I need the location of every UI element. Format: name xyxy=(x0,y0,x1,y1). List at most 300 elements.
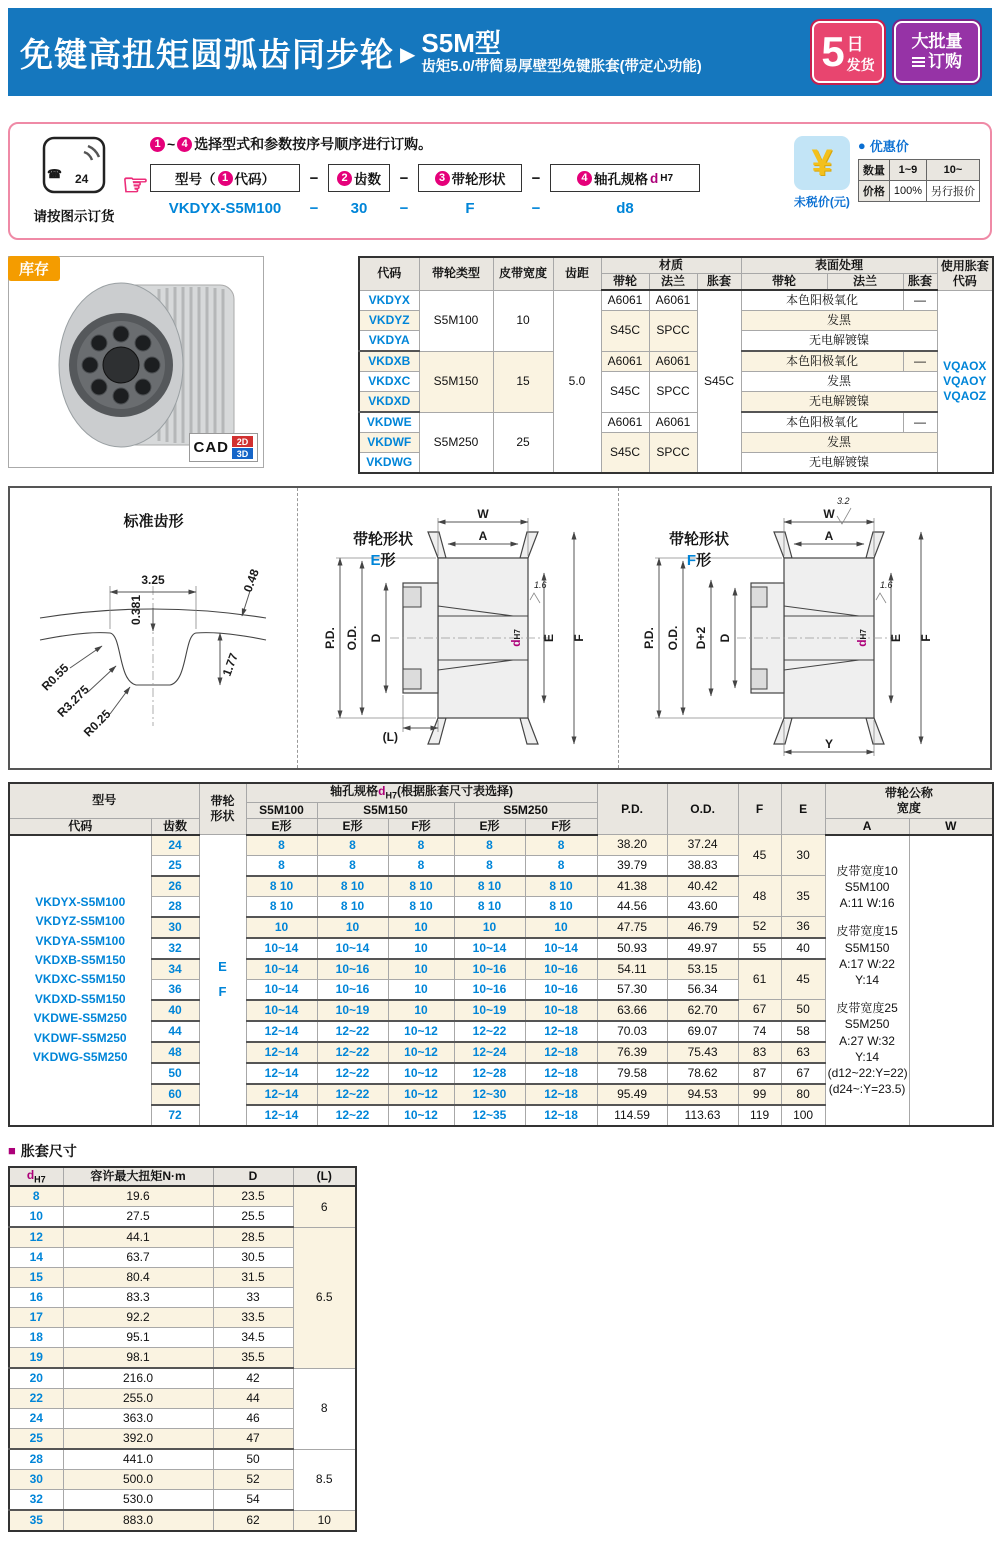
header-cell: 胀套 xyxy=(903,274,937,291)
data-cell: 10~16 xyxy=(317,979,388,1000)
data-cell: 35 xyxy=(781,876,825,917)
header-cell: 带轮类型 xyxy=(419,257,493,290)
data-cell: 本色阳极氧化 xyxy=(741,290,903,311)
pointing-hand-icon: ☞ xyxy=(122,169,149,202)
header-cell: 法兰 xyxy=(827,274,903,291)
stock-panel xyxy=(8,256,264,468)
data-cell: 40 xyxy=(151,1000,199,1021)
header-cell: 齿数 xyxy=(151,818,199,835)
data-cell: 27.5 xyxy=(63,1207,213,1228)
qty-range-2: 10~ xyxy=(927,160,980,181)
data-cell: 216.0 xyxy=(63,1368,213,1389)
data-cell: 32 xyxy=(9,1490,63,1511)
data-cell: 46.79 xyxy=(667,917,738,938)
data-cell: 10~16 xyxy=(454,959,525,980)
header-cell: $d_{H7}$ xyxy=(9,1167,63,1187)
data-cell: 8 xyxy=(317,855,388,876)
data-cell: 30 xyxy=(9,1470,63,1490)
data-cell: 79.58 xyxy=(597,1063,667,1084)
data-cell: 25 xyxy=(151,855,199,876)
data-cell: 25 xyxy=(493,412,553,473)
pulley-f-title xyxy=(639,528,759,570)
data-cell: 255.0 xyxy=(63,1389,213,1409)
data-cell: 10~14 xyxy=(246,938,317,959)
data-cell: 58 xyxy=(781,1021,825,1042)
circled-number-4: 4 xyxy=(177,137,192,152)
header-cell: S5M250 xyxy=(454,802,597,818)
data-cell: 10~14 xyxy=(246,1000,317,1021)
data-cell: 22 xyxy=(9,1389,63,1409)
data-cell: S5M250 xyxy=(419,412,493,473)
data-cell: 15 xyxy=(9,1268,63,1288)
svg-text:(L): (L) xyxy=(382,730,398,744)
header-cell: P.D. xyxy=(597,783,667,835)
data-cell: 42 xyxy=(213,1368,293,1389)
data-cell: 8 xyxy=(454,835,525,856)
svg-text:O.D.: O.D. xyxy=(345,625,359,651)
order-box-teeth xyxy=(328,164,390,192)
data-cell: 28 xyxy=(9,1449,63,1470)
data-cell: 62.70 xyxy=(667,1000,738,1021)
data-cell: 74 xyxy=(738,1021,781,1042)
data-cell: 83 xyxy=(738,1042,781,1063)
data-cell: 8 xyxy=(317,835,388,856)
tax-note: 未税价(元) xyxy=(793,195,850,209)
data-cell: 发黑 xyxy=(741,433,937,453)
box3-label: 带轮形状 xyxy=(451,172,506,187)
data-cell: A6061 xyxy=(649,412,697,433)
data-cell: 8 xyxy=(293,1368,356,1449)
bullet-icon: ● xyxy=(857,138,866,153)
data-cell: 63.7 xyxy=(63,1248,213,1268)
header-cell: 材质 xyxy=(601,257,741,274)
dash-separator: − xyxy=(531,169,541,187)
data-cell: 441.0 xyxy=(63,1449,213,1470)
circled-number-2: 2 xyxy=(337,171,352,186)
data-cell: VKDWE xyxy=(359,412,419,433)
sleeve-spec-table xyxy=(8,1166,357,1533)
svg-text:0.48: 0.48 xyxy=(240,567,262,595)
dash-separator: − xyxy=(531,200,541,217)
data-cell: 10 xyxy=(317,917,388,938)
data-cell: 本色阳极氧化 xyxy=(741,351,903,372)
data-cell: 16 xyxy=(9,1288,63,1308)
data-cell: S5M100 xyxy=(419,290,493,351)
data-cell: 99 xyxy=(738,1084,781,1105)
data-cell: 94.53 xyxy=(667,1084,738,1105)
order-format-block xyxy=(150,134,700,217)
data-cell: 发黑 xyxy=(741,311,937,331)
data-cell: VQAOX VQAOY VQAOZ xyxy=(937,290,993,473)
phone-24h-icon xyxy=(42,136,106,196)
header-cell: W xyxy=(909,818,993,835)
svg-text:P.D.: P.D. xyxy=(323,627,337,649)
catalog-page xyxy=(8,0,992,1532)
data-cell: 92.2 xyxy=(63,1308,213,1328)
data-cell: 35.5 xyxy=(213,1348,293,1369)
svg-text:dH7: dH7 xyxy=(509,629,523,647)
section-marker-icon: ■ xyxy=(8,1143,16,1159)
bulk-badge-line2: 订购 xyxy=(928,52,962,71)
data-cell: 530.0 xyxy=(63,1490,213,1511)
data-cell: 本色阳极氧化 xyxy=(741,412,903,433)
svg-text:24: 24 xyxy=(75,172,89,186)
tooth-profile-title: 标准齿形 xyxy=(123,513,184,530)
data-cell: 80.4 xyxy=(63,1268,213,1288)
page-banner xyxy=(8,8,992,96)
data-cell: 12~30 xyxy=(454,1084,525,1105)
data-cell: 33.5 xyxy=(213,1308,293,1328)
circled-number-4: 4 xyxy=(577,171,592,186)
example-shape: F xyxy=(465,200,475,217)
header-cell: E形 xyxy=(454,818,525,835)
data-cell: VKDWF xyxy=(359,433,419,453)
data-cell: 10~12 xyxy=(388,1084,454,1105)
data-cell: 10~19 xyxy=(454,1000,525,1021)
arrow-icon: ▶ xyxy=(400,43,416,66)
data-cell: 19 xyxy=(9,1348,63,1369)
data-cell: 83.3 xyxy=(63,1288,213,1308)
header-cell: 带轮 xyxy=(601,274,649,291)
data-cell: 10 xyxy=(293,1510,356,1531)
data-cell: 10 xyxy=(9,1207,63,1228)
box1-label: 代码） xyxy=(234,172,275,187)
data-cell: 67 xyxy=(781,1063,825,1084)
data-cell: 无电解镀镍 xyxy=(741,392,937,413)
data-cell: 10~18 xyxy=(525,1000,597,1021)
data-cell: 10 xyxy=(493,290,553,351)
data-cell: 72 xyxy=(151,1105,199,1126)
instruction-text: 选择型式和参数按序号顺序进行订购。 xyxy=(194,136,433,152)
data-cell: 12~14 xyxy=(246,1105,317,1126)
data-cell: 38.20 xyxy=(597,835,667,856)
data-cell: 8 10 xyxy=(388,876,454,897)
data-cell: 12~18 xyxy=(525,1042,597,1063)
data-cell: 12~22 xyxy=(454,1021,525,1042)
data-cell: 69.07 xyxy=(667,1021,738,1042)
data-cell: 8 10 xyxy=(525,896,597,917)
data-cell: VKDXC xyxy=(359,372,419,392)
page-title: 免键高扭矩圆弧齿同步轮 xyxy=(20,35,394,73)
header-cell: F xyxy=(738,783,781,835)
sleeve-section-title xyxy=(8,1141,992,1161)
data-cell: 392.0 xyxy=(63,1429,213,1450)
data-cell: 44.56 xyxy=(597,896,667,917)
svg-text:D: D xyxy=(718,633,732,643)
data-cell: SPCC xyxy=(649,311,697,352)
circled-number-3: 3 xyxy=(435,171,450,186)
data-cell: 37.24 xyxy=(667,835,738,856)
bore-fit-symbol: H7 xyxy=(660,172,674,184)
svg-text:E: E xyxy=(542,633,556,643)
svg-text:dH7: dH7 xyxy=(855,629,869,647)
data-cell: VKDXB xyxy=(359,351,419,372)
svg-text:1.6: 1.6 xyxy=(880,580,893,590)
circled-number-1: 1 xyxy=(218,171,233,186)
data-cell: SPCC xyxy=(649,372,697,413)
data-cell: 8 10 xyxy=(246,876,317,897)
header-cell: S5M150 xyxy=(317,802,454,818)
data-cell: 发黑 xyxy=(741,372,937,392)
header-cell: 带轮 形状 xyxy=(199,783,246,835)
data-cell: 38.83 xyxy=(667,855,738,876)
model-subtitle: 齿矩5.0/带简易厚壁型免键胀套(带定心功能) xyxy=(421,58,702,75)
shape-title: 带轮形状 xyxy=(668,531,729,548)
data-cell: 46 xyxy=(213,1409,293,1429)
dash-separator: − xyxy=(309,200,319,217)
data-cell: 70.03 xyxy=(597,1021,667,1042)
price-info-block xyxy=(794,136,980,210)
svg-text:D+2: D+2 xyxy=(694,626,708,650)
data-cell: 无电解镀镍 xyxy=(741,453,937,474)
data-cell: VKDYX xyxy=(359,290,419,311)
data-cell: 20 xyxy=(9,1368,63,1389)
price-table xyxy=(858,159,980,202)
header-cell: 轴孔规格$d_{H7}$(根据胀套尺寸表选择) xyxy=(246,783,597,802)
pulley-e-title xyxy=(323,528,443,570)
shape-letter: F xyxy=(686,552,697,569)
cad-2d-icon: 2D xyxy=(232,436,253,447)
data-cell: 50.93 xyxy=(597,938,667,959)
data-cell: 8 10 xyxy=(454,876,525,897)
data-cell: 12~22 xyxy=(317,1042,388,1063)
discount-label: 优惠价 xyxy=(869,139,909,154)
data-cell: 363.0 xyxy=(63,1409,213,1429)
header-cell: D xyxy=(213,1167,293,1187)
svg-text:A: A xyxy=(478,529,488,543)
data-cell: 56.34 xyxy=(667,979,738,1000)
data-cell: 10 xyxy=(454,917,525,938)
data-cell: 44 xyxy=(151,1021,199,1042)
data-cell: 883.0 xyxy=(63,1510,213,1531)
data-cell: 10~16 xyxy=(317,959,388,980)
data-cell: A6061 xyxy=(601,290,649,311)
header-cell: (L) xyxy=(293,1167,356,1187)
data-cell: 62 xyxy=(213,1510,293,1531)
header-cell: 皮带宽度 xyxy=(493,257,553,290)
bulk-badge-line1: 大批量 xyxy=(911,31,963,51)
cad-label: CAD xyxy=(193,439,229,456)
data-cell: 8 xyxy=(388,855,454,876)
data-cell: VKDYZ xyxy=(359,311,419,331)
ship-days-number: 5 xyxy=(821,28,845,75)
svg-text:R3.275: R3.275 xyxy=(54,682,92,720)
list-icon xyxy=(912,57,925,68)
phone-order-block xyxy=(26,136,122,225)
data-cell: 19.6 xyxy=(63,1186,213,1207)
cad-badge xyxy=(189,433,259,462)
header-cell: 型号 xyxy=(9,783,199,818)
data-cell: 8 10 xyxy=(317,896,388,917)
data-cell: A6061 xyxy=(649,351,697,372)
data-cell: 25 xyxy=(9,1429,63,1450)
data-cell: 10~12 xyxy=(388,1063,454,1084)
data-cell: 10~12 xyxy=(388,1105,454,1126)
data-cell: 500.0 xyxy=(63,1470,213,1490)
data-cell: 10~14 xyxy=(246,959,317,980)
data-cell: 12~24 xyxy=(454,1042,525,1063)
data-cell: 36 xyxy=(781,917,825,938)
data-cell: 12~22 xyxy=(317,1063,388,1084)
example-teeth: 30 xyxy=(350,200,368,217)
data-cell: VKDWG xyxy=(359,453,419,474)
cad-3d-icon: 3D xyxy=(232,448,253,459)
ship-days-label: 发货 xyxy=(846,56,875,73)
data-cell: 40 xyxy=(781,938,825,959)
svg-text:3.25: 3.25 xyxy=(141,573,165,587)
data-cell: 114.59 xyxy=(597,1105,667,1126)
data-cell: 8 10 xyxy=(454,896,525,917)
drawings-panel xyxy=(8,486,992,770)
data-cell: 8 10 xyxy=(525,876,597,897)
dash-separator: − xyxy=(399,200,409,217)
data-cell: 95.49 xyxy=(597,1084,667,1105)
data-cell: 8 xyxy=(246,835,317,856)
data-cell: 45 xyxy=(781,959,825,1000)
header-cell: F形 xyxy=(388,818,454,835)
model-type: S5M型 xyxy=(421,27,501,58)
svg-text:W: W xyxy=(823,507,835,521)
data-cell: 10~16 xyxy=(525,959,597,980)
data-cell: 10~14 xyxy=(246,979,317,1000)
data-cell: 10~16 xyxy=(525,979,597,1000)
header-cell: 带轮 xyxy=(741,274,827,291)
data-cell: 53.15 xyxy=(667,959,738,980)
svg-text:1.77: 1.77 xyxy=(219,651,241,679)
data-cell: 47.75 xyxy=(597,917,667,938)
data-cell: 44 xyxy=(213,1389,293,1409)
data-cell: 50 xyxy=(151,1063,199,1084)
ship-days-badge xyxy=(812,21,884,83)
data-cell: 无电解镀镍 xyxy=(741,331,937,352)
header-cell: 法兰 xyxy=(649,274,697,291)
svg-text:0.381: 0.381 xyxy=(129,594,143,626)
dash-separator: − xyxy=(399,169,409,187)
data-cell: 8 10 xyxy=(246,896,317,917)
data-cell: 28 xyxy=(151,896,199,917)
data-cell: 12 xyxy=(9,1227,63,1248)
data-cell: 32 xyxy=(151,938,199,959)
header-cell: 带轮公称 宽度 xyxy=(825,783,993,818)
dash-separator: − xyxy=(309,169,319,187)
model-code-list: VKDYX-S5M100 VKDYZ-S5M100 VKDYA-S5M100 VKDXB-S5M150 VKDXC-S5M150 VKDXD-S5M150 VKDWE-S5M250 VKDWF-S5M250 VKDWG-S5M250 xyxy=(9,835,151,1126)
header-cell: F形 xyxy=(525,818,597,835)
data-cell: 63.66 xyxy=(597,1000,667,1021)
data-cell: 43.60 xyxy=(667,896,738,917)
data-cell: 10~14 xyxy=(454,938,525,959)
data-cell: 8 xyxy=(246,855,317,876)
circled-number-1: 1 xyxy=(150,137,165,152)
range-tilde: ~ xyxy=(167,136,176,152)
data-cell: 75.43 xyxy=(667,1042,738,1063)
svg-text:Y: Y xyxy=(824,737,834,751)
data-cell: S45C xyxy=(601,372,649,413)
svg-text:F: F xyxy=(919,634,933,642)
svg-text:F: F xyxy=(572,634,586,642)
data-cell: 10 xyxy=(388,1000,454,1021)
data-cell: 25.5 xyxy=(213,1207,293,1228)
qty-range-1: 1~9 xyxy=(889,160,926,181)
order-instruction xyxy=(150,134,700,154)
data-cell: — xyxy=(903,351,937,372)
data-cell: 12~14 xyxy=(246,1063,317,1084)
data-cell: 44.1 xyxy=(63,1227,213,1248)
data-cell: 12~28 xyxy=(454,1063,525,1084)
data-cell: 8.5 xyxy=(293,1449,356,1510)
qty-header: 数量 xyxy=(858,160,889,181)
price-value-1: 100% xyxy=(889,181,926,202)
data-cell: VKDXD xyxy=(359,392,419,413)
data-cell: S5M150 xyxy=(419,351,493,412)
ordering-panel xyxy=(8,122,992,240)
data-cell: 12~14 xyxy=(246,1084,317,1105)
order-box-bore xyxy=(550,164,700,192)
data-cell: 12~22 xyxy=(317,1084,388,1105)
header-cell: 代码 xyxy=(359,257,419,290)
data-cell: — xyxy=(903,290,937,311)
data-cell: 78.62 xyxy=(667,1063,738,1084)
data-cell: 5.0 xyxy=(553,290,601,473)
data-cell: 12~14 xyxy=(246,1021,317,1042)
shape-title: 带轮形状 xyxy=(352,531,413,548)
price-header: 价格 xyxy=(858,181,889,202)
data-cell: 8 xyxy=(454,855,525,876)
data-cell: VKDYA xyxy=(359,331,419,352)
data-cell: 50 xyxy=(781,1000,825,1021)
bore-d-symbol: d xyxy=(649,170,659,186)
data-cell: 12~22 xyxy=(317,1021,388,1042)
data-cell: 23.5 xyxy=(213,1186,293,1207)
data-cell: 76.39 xyxy=(597,1042,667,1063)
data-cell: 52 xyxy=(738,917,781,938)
data-cell: 10 xyxy=(388,917,454,938)
header-cell: E xyxy=(781,783,825,835)
svg-text:R0.25: R0.25 xyxy=(80,706,114,740)
data-cell: 80 xyxy=(781,1084,825,1105)
data-cell: 10~19 xyxy=(317,1000,388,1021)
header-cell: E形 xyxy=(317,818,388,835)
data-cell: 30.5 xyxy=(213,1248,293,1268)
data-cell: 55 xyxy=(738,938,781,959)
data-cell: S45C xyxy=(697,290,741,473)
data-cell: 40.42 xyxy=(667,876,738,897)
data-cell: 30 xyxy=(151,917,199,938)
sleeve-title-text: 胀套尺寸 xyxy=(20,1142,77,1159)
box4-label: 轴孔规格 xyxy=(593,172,648,187)
data-cell: 47 xyxy=(213,1429,293,1450)
nominal-width-note: 皮带宽度10 S5M100 A:11 W:16 皮带宽度15 S5M150 A:17 W:22 Y:14 皮带宽度25 S5M250 A:27 W:32 Y:14 (d12~22:Y=22) (d24~:Y=23.5) xyxy=(825,835,909,1126)
data-cell: 17 xyxy=(9,1308,63,1328)
svg-text:A: A xyxy=(824,529,834,543)
stock-badge: 库存 xyxy=(8,256,60,281)
order-box-shape xyxy=(418,164,522,192)
data-cell: 33 xyxy=(213,1288,293,1308)
data-cell: 10 xyxy=(388,938,454,959)
data-cell: 100 xyxy=(781,1105,825,1126)
data-cell: 52 xyxy=(213,1470,293,1490)
data-cell: 12~14 xyxy=(246,1042,317,1063)
data-cell: 34 xyxy=(151,959,199,980)
data-cell: 50 xyxy=(213,1449,293,1470)
data-cell: 8 10 xyxy=(317,876,388,897)
data-cell: A6061 xyxy=(601,412,649,433)
data-cell: 10~16 xyxy=(454,979,525,1000)
data-cell: 10~12 xyxy=(388,1042,454,1063)
data-cell: 30 xyxy=(781,835,825,876)
data-cell: 24 xyxy=(151,835,199,856)
discount-title xyxy=(858,136,980,155)
data-cell: 18 xyxy=(9,1328,63,1348)
